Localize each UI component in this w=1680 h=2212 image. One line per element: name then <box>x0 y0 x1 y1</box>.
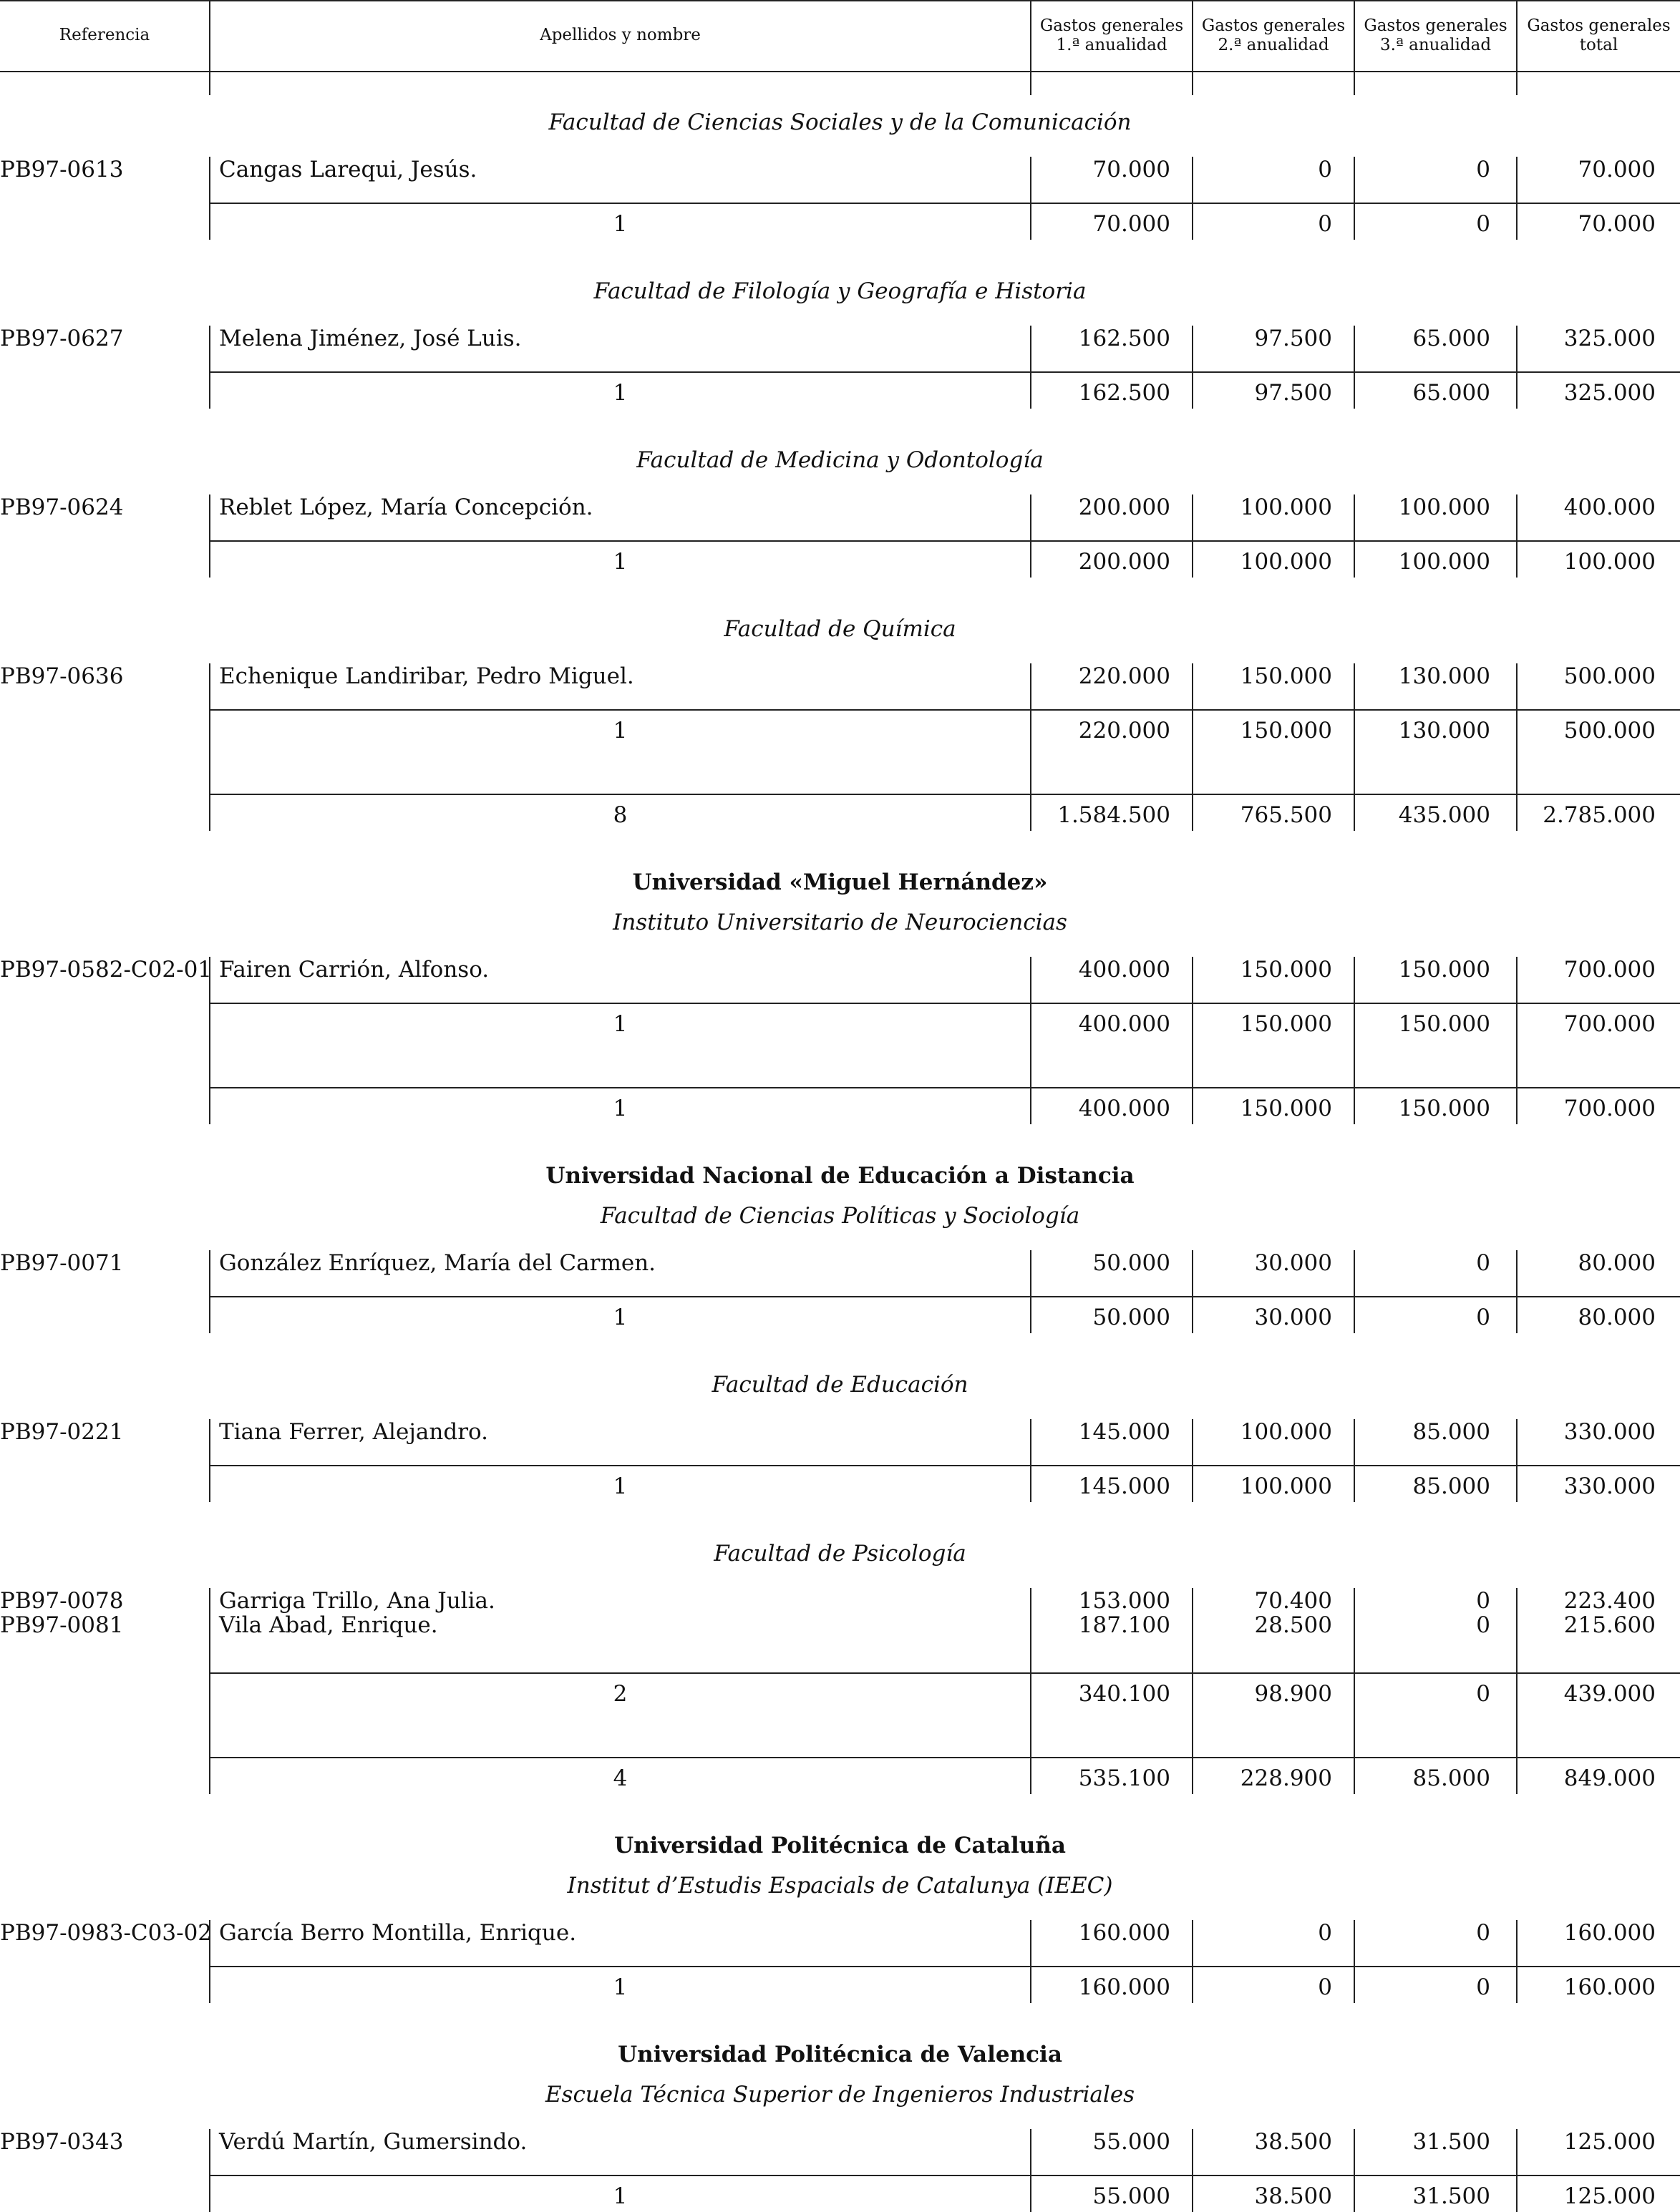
column-rule <box>209 1644 210 1672</box>
name-cell: Verdú Martín, Gumersindo. <box>219 2129 528 2155</box>
column-rule <box>1516 984 1518 1003</box>
row-gastos-2: 38.500 <box>1254 2129 1332 2155</box>
total-gastos-1: 400.000 <box>1078 1096 1170 1121</box>
column-rule <box>1192 1277 1193 1296</box>
column-rule <box>1192 1710 1193 1757</box>
name-cell: Fairen Carrión, Alfonso. <box>219 957 490 983</box>
column-rule <box>1516 1947 1518 1966</box>
header-gastos-1 <box>1031 16 1192 55</box>
header-gastos-total <box>1518 16 1680 55</box>
column-rule <box>209 522 210 540</box>
total-gastos-total: 160.000 <box>1563 1974 1656 2000</box>
row-gastos-total: 700.000 <box>1563 957 1656 983</box>
column-rule <box>1516 2156 1518 2175</box>
row-gastos-1: 162.500 <box>1078 326 1170 351</box>
total-gastos-total: 100.000 <box>1563 549 1656 575</box>
column-rule <box>1516 1277 1518 1296</box>
university-heading: Universidad «Miguel Hernández» <box>632 869 1048 895</box>
column-rule <box>1192 522 1193 540</box>
faculty-heading: Facultad de Filología y Geografía e Historia <box>593 278 1087 304</box>
faculty-heading: Facultad de Psicología <box>714 1541 966 1567</box>
column-rule <box>1354 1710 1355 1757</box>
row-rule <box>209 371 1680 373</box>
total-count: 1 <box>613 1305 628 1330</box>
total-gastos-total: 330.000 <box>1563 1473 1656 1499</box>
column-rule <box>1354 984 1355 1003</box>
row-gastos-1: 187.100 <box>1078 1612 1170 1638</box>
column-rule <box>1030 1710 1031 1757</box>
total-count: 2 <box>613 1681 628 1707</box>
row-gastos-total: 70.000 <box>1578 157 1656 182</box>
name-cell: Vila Abad, Enrique. <box>219 1612 438 1638</box>
total-gastos-2: 100.000 <box>1240 1473 1332 1499</box>
total-gastos-2: 150.000 <box>1240 1096 1332 1121</box>
total-gastos-1: 535.100 <box>1078 1765 1170 1791</box>
total-gastos-3: 130.000 <box>1398 718 1490 744</box>
column-rule <box>1192 353 1193 371</box>
column-rule <box>209 746 210 794</box>
row-rule <box>209 1296 1680 1297</box>
column-rule <box>209 663 210 691</box>
reference-cell: PB97-0582-C02-01 <box>0 957 213 983</box>
column-rule <box>209 1588 210 1615</box>
total-gastos-3: 65.000 <box>1412 380 1490 406</box>
row-gastos-total: 500.000 <box>1563 663 1656 689</box>
header-gastos-2-line1: Gastos generales <box>1201 16 1346 35</box>
row-gastos-total: 80.000 <box>1578 1250 1656 1276</box>
header-apellidos: Apellidos y nombre <box>540 26 701 44</box>
row-gastos-3: 100.000 <box>1398 494 1490 520</box>
total-gastos-total: 500.000 <box>1563 718 1656 744</box>
column-rule <box>209 1710 210 1757</box>
total-gastos-1: 200.000 <box>1078 549 1170 575</box>
header-gastos-3 <box>1355 16 1516 55</box>
column-rule <box>1030 2156 1031 2175</box>
column-rule <box>1192 2156 1193 2175</box>
column-rule <box>1354 2156 1355 2175</box>
row-rule <box>209 794 1680 795</box>
column-rule <box>1192 1446 1193 1465</box>
column-rule <box>209 71 210 95</box>
column-rule <box>1030 984 1031 1003</box>
row-gastos-3: 150.000 <box>1398 957 1490 983</box>
total-gastos-total: 125.000 <box>1563 2183 1656 2209</box>
column-rule <box>1354 1446 1355 1465</box>
column-rule <box>1354 184 1355 203</box>
total-gastos-1: 70.000 <box>1092 211 1170 237</box>
column-rule <box>1516 71 1518 95</box>
reference-cell: PB97-0636 <box>0 663 124 689</box>
column-rule <box>1354 1277 1355 1296</box>
row-gastos-3: 0 <box>1476 157 1490 182</box>
column-rule <box>1354 691 1355 709</box>
row-gastos-2: 28.500 <box>1254 1612 1332 1638</box>
total-gastos-2: 765.500 <box>1240 802 1332 828</box>
faculty-heading: Escuela Técnica Superior de Ingenieros Industriales <box>545 2082 1135 2108</box>
university-heading: Universidad Nacional de Educación a Distancia <box>545 1163 1135 1189</box>
row-gastos-1: 400.000 <box>1078 957 1170 983</box>
row-gastos-total: 223.400 <box>1563 1588 1656 1614</box>
total-count: 4 <box>613 1765 628 1791</box>
name-cell: García Berro Montilla, Enrique. <box>219 1920 577 1946</box>
name-cell: Echenique Landiribar, Pedro Miguel. <box>219 663 634 689</box>
row-gastos-1: 160.000 <box>1078 1920 1170 1946</box>
row-gastos-3: 130.000 <box>1398 663 1490 689</box>
faculty-heading: Instituto Universitario de Neurociencias <box>613 910 1067 935</box>
total-gastos-3: 31.500 <box>1412 2183 1490 2209</box>
total-gastos-1: 340.100 <box>1078 1681 1170 1707</box>
total-gastos-2: 150.000 <box>1240 718 1332 744</box>
column-rule <box>1030 1947 1031 1966</box>
reference-cell: PB97-0071 <box>0 1250 124 1276</box>
row-gastos-2: 150.000 <box>1240 663 1332 689</box>
faculty-heading: Facultad de Ciencias Políticas y Sociología <box>600 1203 1080 1229</box>
column-rule <box>209 1419 210 1446</box>
total-gastos-3: 150.000 <box>1398 1011 1490 1037</box>
column-rule <box>1354 1644 1355 1672</box>
header-top-rule <box>0 0 1680 1</box>
row-rule <box>209 1003 1680 1004</box>
column-rule <box>209 2129 210 2156</box>
row-gastos-2: 70.400 <box>1254 1588 1332 1614</box>
total-gastos-3: 85.000 <box>1412 1765 1490 1791</box>
total-count: 1 <box>613 2183 628 2209</box>
column-rule <box>1192 71 1193 95</box>
column-rule <box>1354 746 1355 794</box>
column-rule <box>1516 691 1518 709</box>
column-rule <box>1192 184 1193 203</box>
total-gastos-1: 1.584.500 <box>1057 802 1170 828</box>
column-rule <box>1030 1446 1031 1465</box>
row-gastos-1: 200.000 <box>1078 494 1170 520</box>
column-rule <box>1030 522 1031 540</box>
total-gastos-total: 439.000 <box>1563 1681 1656 1707</box>
reference-cell: PB97-0078 <box>0 1588 124 1614</box>
total-count: 1 <box>613 211 628 237</box>
total-gastos-2: 0 <box>1318 211 1332 237</box>
column-rule <box>1192 746 1193 794</box>
column-rule <box>209 184 210 203</box>
total-gastos-2: 100.000 <box>1240 549 1332 575</box>
header-gastos-3-line1: Gastos generales <box>1364 16 1507 35</box>
total-gastos-total: 70.000 <box>1578 211 1656 237</box>
total-gastos-total: 325.000 <box>1563 380 1656 406</box>
column-rule <box>1192 1040 1193 1087</box>
total-gastos-2: 97.500 <box>1254 380 1332 406</box>
row-gastos-1: 145.000 <box>1078 1419 1170 1445</box>
total-gastos-3: 0 <box>1476 211 1490 237</box>
row-rule <box>209 1966 1680 1967</box>
name-cell: Tiana Ferrer, Alejandro. <box>219 1419 488 1445</box>
reference-cell: PB97-0221 <box>0 1419 124 1445</box>
total-gastos-1: 50.000 <box>1092 1305 1170 1330</box>
row-gastos-3: 65.000 <box>1412 326 1490 351</box>
row-gastos-2: 97.500 <box>1254 326 1332 351</box>
row-gastos-2: 100.000 <box>1240 494 1332 520</box>
row-rule <box>209 1757 1680 1758</box>
total-gastos-total: 700.000 <box>1563 1096 1656 1121</box>
column-rule <box>1030 1644 1031 1672</box>
name-cell: Garriga Trillo, Ana Julia. <box>219 1588 495 1614</box>
row-rule <box>209 2175 1680 2176</box>
name-cell: Reblet López, María Concepción. <box>219 494 593 520</box>
column-rule <box>1030 746 1031 794</box>
name-cell: Melena Jiménez, José Luis. <box>219 326 522 351</box>
column-rule <box>1516 1040 1518 1087</box>
row-gastos-3: 0 <box>1476 1588 1490 1614</box>
column-rule <box>209 157 210 184</box>
row-gastos-total: 325.000 <box>1563 326 1656 351</box>
column-rule <box>209 2156 210 2175</box>
row-gastos-total: 160.000 <box>1563 1920 1656 1946</box>
row-gastos-2: 0 <box>1318 157 1332 182</box>
column-rule <box>1354 1947 1355 1966</box>
faculty-heading: Facultad de Educación <box>712 1372 968 1398</box>
column-rule <box>1030 353 1031 371</box>
column-rule <box>1516 1710 1518 1757</box>
total-count: 8 <box>613 802 628 828</box>
faculty-heading: Facultad de Química <box>724 616 956 642</box>
faculty-heading: Institut d’Estudis Espacials de Catalunya (IEEC) <box>567 1873 1113 1899</box>
total-gastos-2: 98.900 <box>1254 1681 1332 1707</box>
row-gastos-3: 0 <box>1476 1920 1490 1946</box>
column-rule <box>209 494 210 522</box>
column-rule <box>1354 353 1355 371</box>
total-gastos-3: 85.000 <box>1412 1473 1490 1499</box>
name-cell: González Enríquez, María del Carmen. <box>219 1250 656 1276</box>
column-rule <box>1354 1040 1355 1087</box>
column-rule <box>209 1250 210 1277</box>
column-rule <box>1192 691 1193 709</box>
reference-cell: PB97-0627 <box>0 326 124 351</box>
faculty-heading: Facultad de Ciencias Sociales y de la Comunicación <box>548 109 1132 135</box>
total-gastos-total: 849.000 <box>1563 1765 1656 1791</box>
total-gastos-3: 100.000 <box>1398 549 1490 575</box>
header-gastos-total-line2: total <box>1579 36 1618 54</box>
column-rule <box>209 1040 210 1087</box>
total-gastos-3: 435.000 <box>1398 802 1490 828</box>
total-gastos-2: 30.000 <box>1254 1305 1332 1330</box>
column-rule <box>1516 746 1518 794</box>
header-gastos-2-line2: 2.ª anualidad <box>1218 36 1329 54</box>
column-rule <box>209 326 210 353</box>
total-gastos-1: 160.000 <box>1078 1974 1170 2000</box>
university-heading: Universidad Politécnica de Valencia <box>618 2042 1062 2067</box>
total-gastos-2: 38.500 <box>1254 2183 1332 2209</box>
header-gastos-total-line1: Gastos generales <box>1527 16 1671 35</box>
total-gastos-3: 150.000 <box>1398 1096 1490 1121</box>
row-gastos-total: 215.600 <box>1563 1612 1656 1638</box>
total-count: 1 <box>613 380 628 406</box>
total-gastos-2: 0 <box>1318 1974 1332 2000</box>
name-cell: Cangas Larequi, Jesús. <box>219 157 477 182</box>
column-rule <box>209 984 210 1003</box>
total-gastos-3: 0 <box>1476 1681 1490 1707</box>
total-gastos-1: 162.500 <box>1078 380 1170 406</box>
header-referencia: Referencia <box>59 26 150 44</box>
column-rule <box>1516 522 1518 540</box>
reference-cell: PB97-0081 <box>0 1612 124 1638</box>
total-gastos-total: 2.785.000 <box>1543 802 1656 828</box>
row-rule <box>209 1465 1680 1466</box>
row-rule <box>209 1087 1680 1088</box>
reference-cell: PB97-0343 <box>0 2129 124 2155</box>
row-gastos-2: 100.000 <box>1240 1419 1332 1445</box>
header-gastos-1-line2: 1.ª anualidad <box>1056 36 1167 54</box>
total-count: 1 <box>613 1011 628 1037</box>
reference-cell: PB97-0983-C03-02 <box>0 1920 213 1946</box>
column-rule <box>1030 1040 1031 1087</box>
total-count: 1 <box>613 1473 628 1499</box>
total-count: 1 <box>613 1096 628 1121</box>
total-gastos-1: 55.000 <box>1092 2183 1170 2209</box>
row-gastos-1: 153.000 <box>1078 1588 1170 1614</box>
total-gastos-1: 400.000 <box>1078 1011 1170 1037</box>
row-gastos-3: 0 <box>1476 1612 1490 1638</box>
column-rule <box>209 1947 210 1966</box>
row-gastos-1: 50.000 <box>1092 1250 1170 1276</box>
university-heading: Universidad Politécnica de Cataluña <box>614 1833 1066 1858</box>
column-rule <box>1030 1277 1031 1296</box>
row-rule <box>209 1672 1680 1674</box>
total-gastos-1: 220.000 <box>1078 718 1170 744</box>
total-gastos-3: 0 <box>1476 1305 1490 1330</box>
total-gastos-2: 150.000 <box>1240 1011 1332 1037</box>
total-gastos-3: 0 <box>1476 1974 1490 2000</box>
reference-cell: PB97-0624 <box>0 494 124 520</box>
row-gastos-2: 0 <box>1318 1920 1332 1946</box>
row-gastos-1: 55.000 <box>1092 2129 1170 2155</box>
column-rule <box>1192 1644 1193 1672</box>
column-rule <box>1516 1644 1518 1672</box>
header-gastos-1-line1: Gastos generales <box>1039 16 1184 35</box>
row-gastos-2: 150.000 <box>1240 957 1332 983</box>
row-gastos-3: 85.000 <box>1412 1419 1490 1445</box>
row-gastos-1: 70.000 <box>1092 157 1170 182</box>
total-count: 1 <box>613 549 628 575</box>
header-gastos-2 <box>1193 16 1354 55</box>
row-gastos-total: 125.000 <box>1563 2129 1656 2155</box>
row-gastos-3: 0 <box>1476 1250 1490 1276</box>
column-rule <box>1030 691 1031 709</box>
total-count: 1 <box>613 1974 628 2000</box>
total-gastos-1: 145.000 <box>1078 1473 1170 1499</box>
faculty-heading: Facultad de Medicina y Odontología <box>636 447 1044 473</box>
total-gastos-total: 700.000 <box>1563 1011 1656 1037</box>
column-rule <box>1030 71 1031 95</box>
column-rule <box>209 1612 210 1644</box>
row-rule <box>209 709 1680 711</box>
column-rule <box>1354 71 1355 95</box>
column-rule <box>1192 984 1193 1003</box>
total-gastos-total: 80.000 <box>1578 1305 1656 1330</box>
column-rule <box>209 1277 210 1296</box>
column-rule <box>1516 353 1518 371</box>
column-rule <box>1030 184 1031 203</box>
row-gastos-1: 220.000 <box>1078 663 1170 689</box>
column-rule <box>1192 1947 1193 1966</box>
row-gastos-total: 400.000 <box>1563 494 1656 520</box>
row-gastos-2: 30.000 <box>1254 1250 1332 1276</box>
column-rule <box>209 691 210 709</box>
total-gastos-2: 228.900 <box>1240 1765 1332 1791</box>
row-gastos-3: 31.500 <box>1412 2129 1490 2155</box>
column-rule <box>1516 1446 1518 1465</box>
row-rule <box>209 540 1680 542</box>
reference-cell: PB97-0613 <box>0 157 124 182</box>
column-rule <box>1516 184 1518 203</box>
row-rule <box>209 203 1680 204</box>
header-gastos-3-line2: 3.ª anualidad <box>1379 36 1492 54</box>
total-count: 1 <box>613 718 628 744</box>
header-bottom-rule <box>0 71 1680 72</box>
column-rule <box>209 353 210 371</box>
column-rule <box>1354 522 1355 540</box>
row-gastos-total: 330.000 <box>1563 1419 1656 1445</box>
column-rule <box>209 1446 210 1465</box>
